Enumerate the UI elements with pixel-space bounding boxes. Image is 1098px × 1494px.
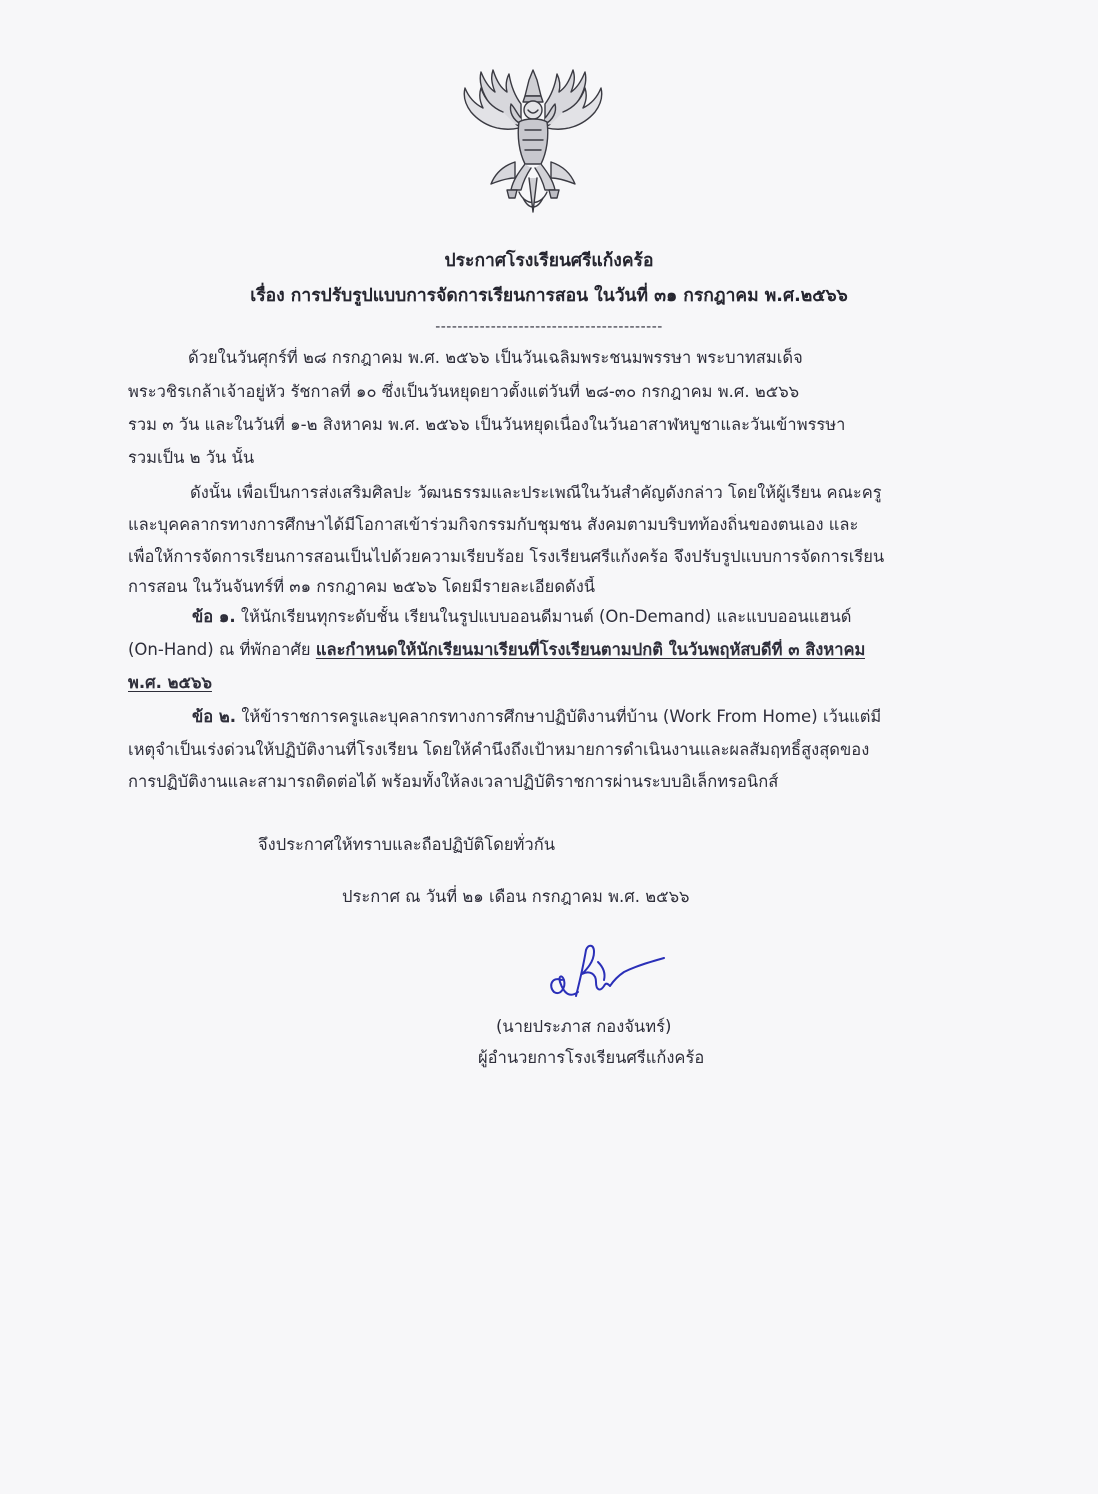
item-1-line [128, 672, 212, 694]
item-2-line [192, 706, 881, 728]
paragraph-1-line: ด้วยในวันศุกร์ที่ ๒๘ กรกฎาคม พ.ศ. ๒๕๖๖ เป็นวันเฉลิมพระชนมพรรษา พระบาทสมเด็จ [188, 348, 803, 367]
announcement-subject: เรื่อง การปรับรูปแบบการจัดการเรียนการสอน ในวันที่ ๓๑ กรกฎาคม พ.ศ.๒๕๖๖ [250, 286, 848, 306]
paragraph-1-line: พระวชิรเกล้าเจ้าอยู่หัว รัชกาลที่ ๑๐ ซึ่งเป็นวันหยุดยาวตั้งแต่วันที่ ๒๘-๓๐ กรกฎาคม พ.ศ. ๒๕๖๖ [128, 382, 800, 401]
item-2-line: การปฏิบัติงานและสามารถติดต่อได้ พร้อมทั้งให้ลงเวลาปฏิบัติราชการผ่านระบบอิเล็กทรอนิกส์ [128, 772, 779, 791]
item-1-label: ข้อ ๑. [192, 607, 236, 626]
garuda-emblem [455, 66, 611, 214]
item-1-emphasis: พ.ศ. ๒๕๖๖ [128, 673, 212, 692]
paragraph-1-line: รวมเป็น ๒ วัน นั้น [128, 448, 255, 467]
item-1-line [128, 639, 865, 661]
header-divider: ----------------------------------------- [435, 319, 663, 335]
paragraph-2-line: และบุคคลากรทางการศึกษาได้มีโอกาสเข้าร่วมกิจกรรมกับชุมชน สังคมตามบริบทท้องถิ่นของตนเอง และ [128, 515, 859, 534]
signatory-position: ผู้อำนวยการโรงเรียนศรีแก้งคร้อ [478, 1048, 705, 1067]
item-1-text: ให้นักเรียนทุกระดับชั้น เรียนในรูปแบบออนดีมานต์ (On-Demand) และแบบออนแฮนด์ [235, 607, 852, 626]
item-1-emphasis: และกำหนดให้นักเรียนมาเรียนที่โรงเรียนตามปกติ ในวันพฤหัสบดีที่ ๓ สิงหาคม [315, 640, 866, 659]
paragraph-2-line: เพื่อให้การจัดการเรียนการสอนเป็นไปด้วยความเรียบร้อย โรงเรียนศรีแก้งคร้อ จึงปรับรูปแบบการจัดการเรียน [128, 547, 885, 566]
paragraph-2-line: การสอน ในวันจันทร์ที่ ๓๑ กรกฎาคม ๒๕๖๖ โดยมีรายละเอียดดังนี้ [128, 577, 596, 596]
item-2-label: ข้อ ๒. [192, 707, 237, 726]
item-1-line [192, 606, 851, 628]
announcement-title: ประกาศโรงเรียนศรีแก้งคร้อ [444, 251, 654, 271]
paragraph-1-line: รวม ๓ วัน และในวันที่ ๑-๒ สิงหาคม พ.ศ. ๒๕๖๖ เป็นวันหยุดเนื่องในวันอาสาฬหบูชาและวันเข้าพรรษา [128, 415, 846, 434]
handwritten-signature [540, 940, 670, 1005]
closing-statement: จึงประกาศให้ทราบและถือปฏิบัติโดยทั่วกัน [258, 835, 555, 854]
announcement-date: ประกาศ ณ วันที่ ๒๑ เดือน กรกฎาคม พ.ศ. ๒๕๖๖ [342, 887, 690, 906]
item-2-text: ให้ข้าราชการครูและบุคลากรทางการศึกษาปฏิบัติงานที่บ้าน (Work From Home) เว้นแต่มี [236, 707, 882, 726]
item-2-line: เหตุจำเป็นเร่งด่วนให้ปฏิบัติงานที่โรงเรียน โดยให้คำนึงถึงเป้าหมายการดำเนินงานและผลสัมฤทธิ์สูงสุดของ [128, 740, 870, 759]
signatory-name: (นายประภาส กองจันทร์) [496, 1017, 672, 1036]
item-1-text: (On-Hand) ณ ที่พักอาศัย [128, 640, 316, 659]
paragraph-2-line: ดังนั้น เพื่อเป็นการส่งเสริมศิลปะ วัฒนธรรมและประเพณีในวันสำคัญดังกล่าว โดยให้ผู้เรียน คณะครู [190, 483, 882, 502]
